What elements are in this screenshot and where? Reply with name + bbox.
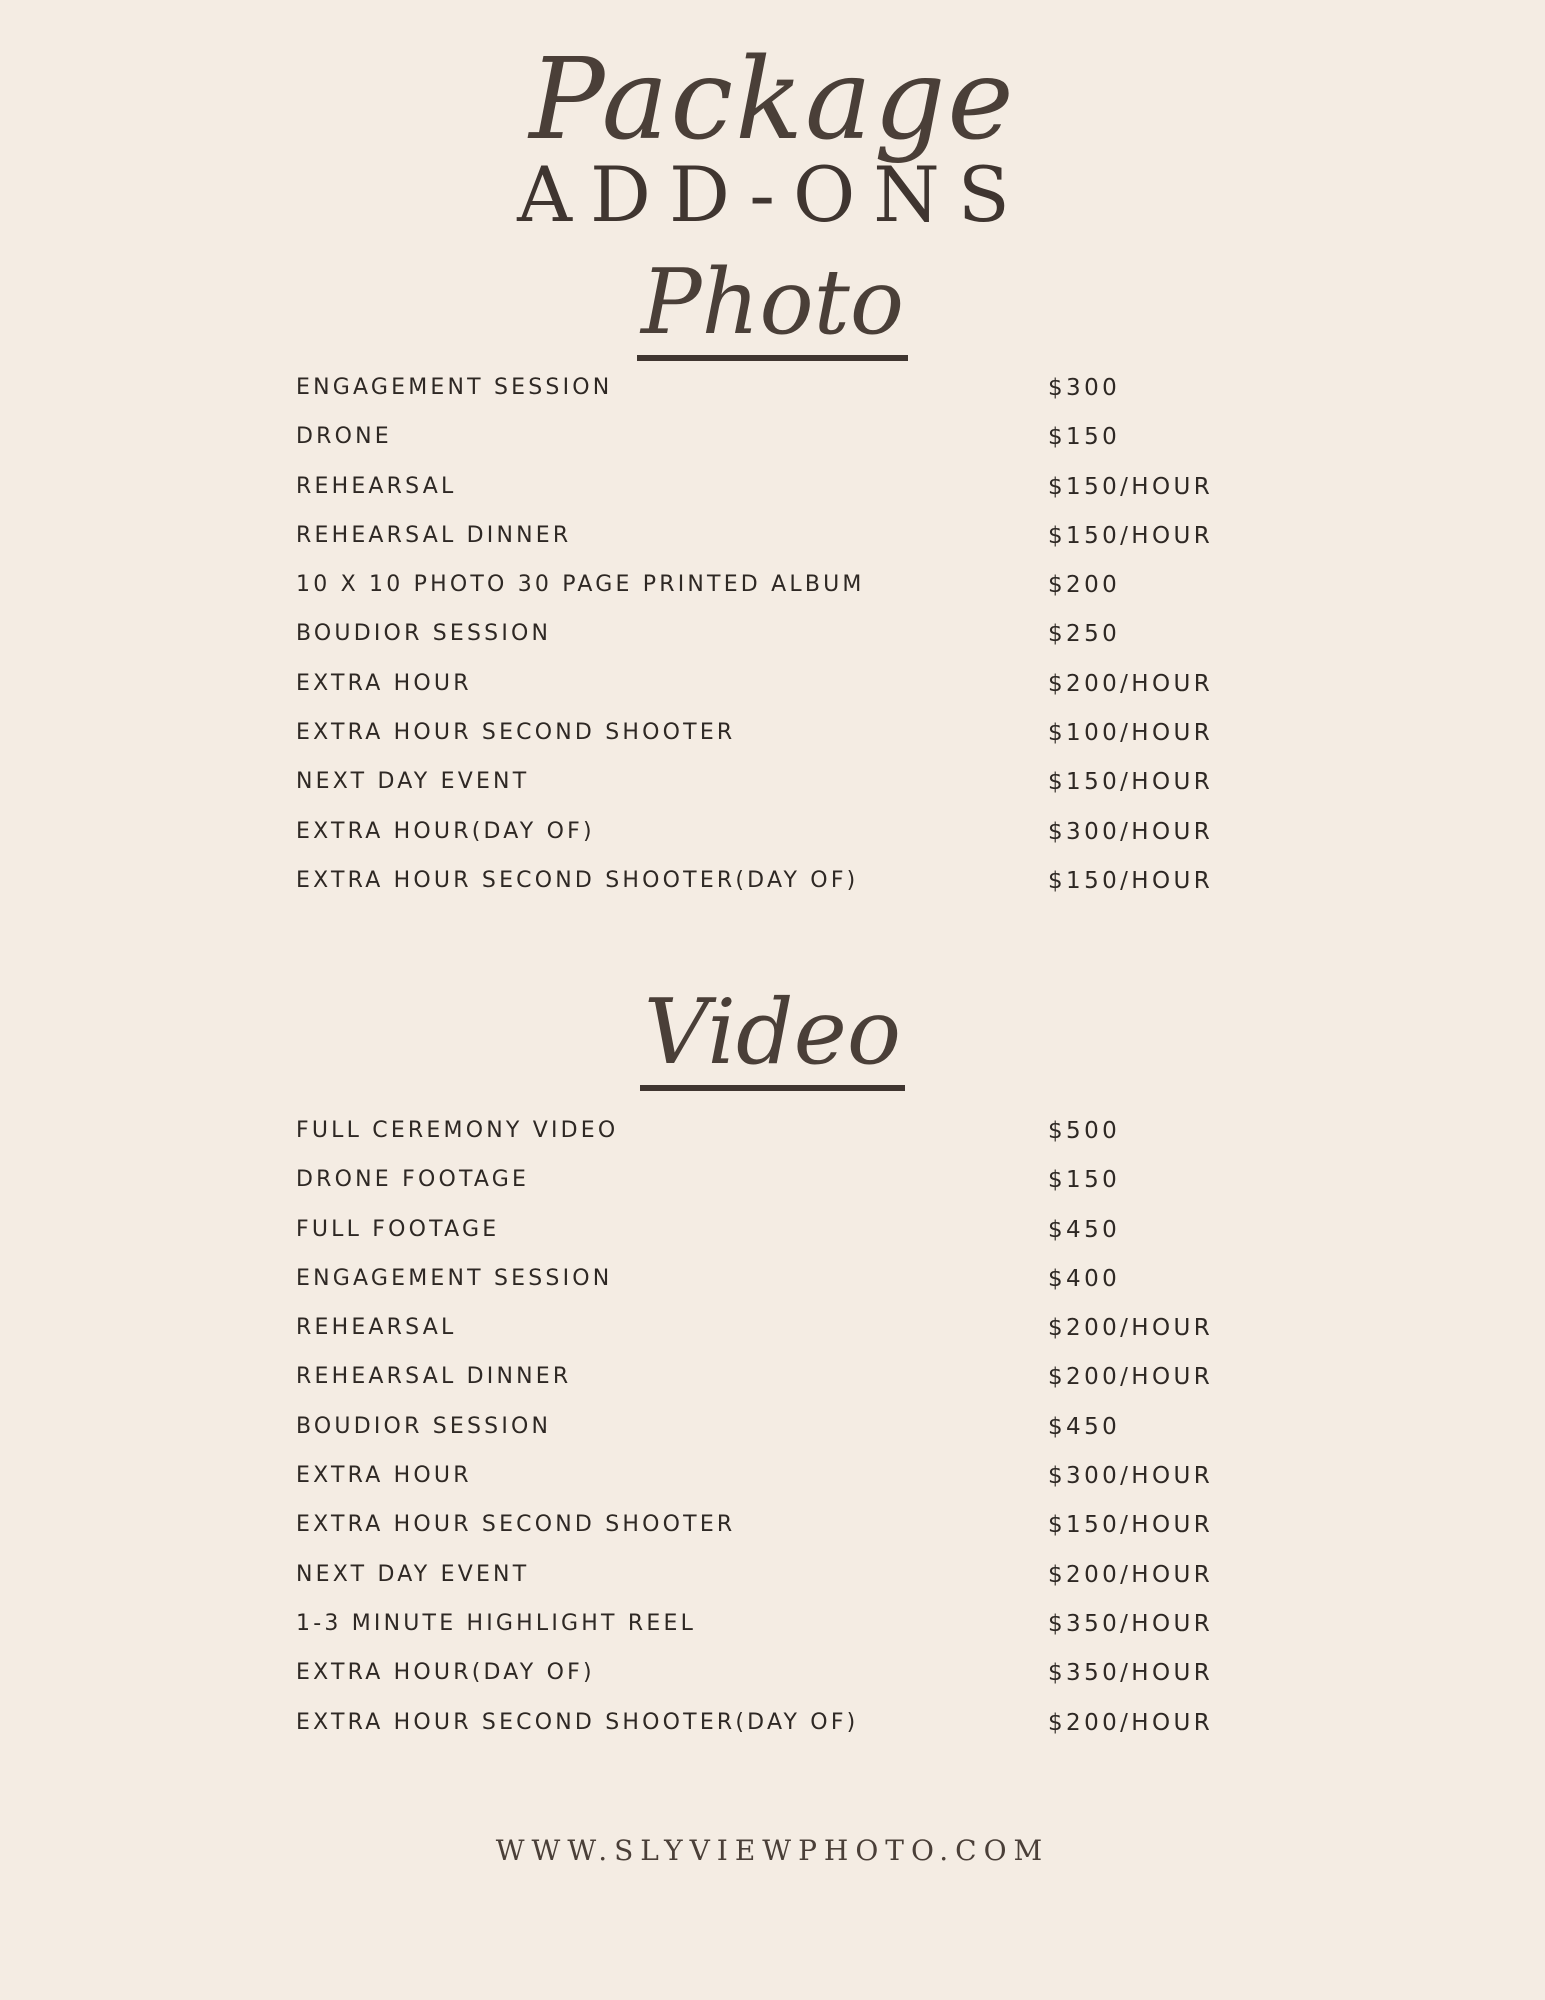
addon-price: $300/HOUR: [1048, 1463, 1214, 1490]
addons-title: ADD-ONS: [517, 150, 1028, 239]
addon-row: [296, 1456, 1256, 1505]
addon-row: [296, 1308, 1256, 1357]
addon-row: [296, 1210, 1256, 1259]
addon-row: [296, 1505, 1256, 1554]
addon-name: ENGAGEMENT SESSION: [296, 1265, 613, 1291]
addon-row: [296, 1160, 1256, 1209]
addon-name: EXTRA HOUR(DAY OF): [296, 818, 595, 844]
addon-price: $200/HOUR: [1048, 670, 1214, 697]
addon-price: $150/HOUR: [1048, 867, 1214, 894]
addon-row: [296, 417, 1256, 466]
addon-row: [296, 1653, 1256, 1702]
addon-name: FULL FOOTAGE: [296, 1216, 500, 1242]
addon-name: EXTRA HOUR(DAY OF): [296, 1660, 595, 1686]
addon-price: $300: [1048, 375, 1121, 401]
addon-row: [296, 565, 1256, 614]
addon-name: EXTRA HOUR: [296, 1463, 472, 1489]
addon-price: $350/HOUR: [1048, 1660, 1214, 1687]
addon-row: [296, 713, 1256, 762]
addon-row: [296, 1703, 1256, 1752]
website-url: WWW.SLYVIEWPHOTO.COM: [495, 1834, 1050, 1867]
addon-price: $450: [1048, 1413, 1121, 1440]
addon-price: $300/HOUR: [1048, 818, 1214, 845]
addon-row: [296, 861, 1256, 910]
addon-name: REHEARSAL: [296, 473, 457, 499]
addon-row: [296, 516, 1256, 565]
addon-row: [296, 1555, 1256, 1604]
addon-name: BOUDIOR SESSION: [296, 621, 552, 647]
addon-name: FULL CEREMONY VIDEO: [296, 1118, 619, 1143]
addon-name: EXTRA HOUR SECOND SHOOTER: [296, 1512, 736, 1538]
photo-section-heading: [0, 248, 1545, 358]
addon-price: $200/HOUR: [1048, 1364, 1214, 1391]
addon-row: [296, 1259, 1256, 1308]
video-section-heading: [0, 978, 1545, 1088]
addon-price: $150/HOUR: [1048, 769, 1214, 796]
addon-price: $200: [1048, 572, 1121, 599]
addon-row: [296, 368, 1256, 417]
photo-addon-list: [296, 368, 1256, 910]
addon-row: [296, 467, 1256, 516]
addon-row: [296, 1604, 1256, 1653]
photo-heading-text: Photo: [637, 250, 908, 361]
addon-name: DRONE FOOTAGE: [296, 1167, 530, 1193]
addon-name: EXTRA HOUR SECOND SHOOTER(DAY OF): [296, 1709, 859, 1735]
addon-name: EXTRA HOUR: [296, 670, 472, 696]
addon-name: NEXT DAY EVENT: [296, 1561, 530, 1587]
addon-price: $200/HOUR: [1048, 1315, 1214, 1342]
addon-name: DRONE: [296, 424, 392, 450]
video-heading-text: Video: [640, 980, 905, 1091]
addon-name: NEXT DAY EVENT: [296, 769, 530, 795]
addon-price: $500: [1048, 1118, 1121, 1144]
addon-row: [296, 812, 1256, 861]
addon-price: $350/HOUR: [1048, 1610, 1214, 1637]
addon-name: BOUDIOR SESSION: [296, 1413, 552, 1439]
addon-price: $250: [1048, 621, 1121, 648]
addon-price: $400: [1048, 1265, 1121, 1292]
addon-row: [296, 1357, 1256, 1406]
addon-price: $150: [1048, 1167, 1121, 1194]
addon-row: [296, 1111, 1256, 1160]
addon-price: $150/HOUR: [1048, 473, 1214, 500]
addon-price: $450: [1048, 1216, 1121, 1243]
addon-name: REHEARSAL DINNER: [296, 522, 572, 548]
addon-name: EXTRA HOUR SECOND SHOOTER: [296, 720, 736, 746]
addon-row: [296, 614, 1256, 663]
addon-price: $200/HOUR: [1048, 1561, 1214, 1588]
addon-name: REHEARSAL DINNER: [296, 1364, 572, 1390]
addon-name: EXTRA HOUR SECOND SHOOTER(DAY OF): [296, 867, 859, 893]
addon-row: [296, 1407, 1256, 1456]
addon-price: $150/HOUR: [1048, 522, 1214, 549]
addon-price: $150/HOUR: [1048, 1512, 1214, 1539]
video-addon-list: [296, 1111, 1256, 1752]
addon-row: [296, 762, 1256, 811]
addon-name: 10 X 10 PHOTO 30 PAGE PRINTED ALBUM: [296, 572, 865, 598]
addon-name: ENGAGEMENT SESSION: [296, 375, 613, 400]
addon-name: REHEARSAL: [296, 1315, 457, 1341]
addon-row: [296, 664, 1256, 713]
addon-name: 1-3 MINUTE HIGHLIGHT REEL: [296, 1610, 697, 1636]
addon-price: $200/HOUR: [1048, 1709, 1214, 1736]
package-script-title: Package: [529, 35, 1016, 165]
addon-price: $150: [1048, 424, 1121, 451]
addon-price: $100/HOUR: [1048, 720, 1214, 747]
